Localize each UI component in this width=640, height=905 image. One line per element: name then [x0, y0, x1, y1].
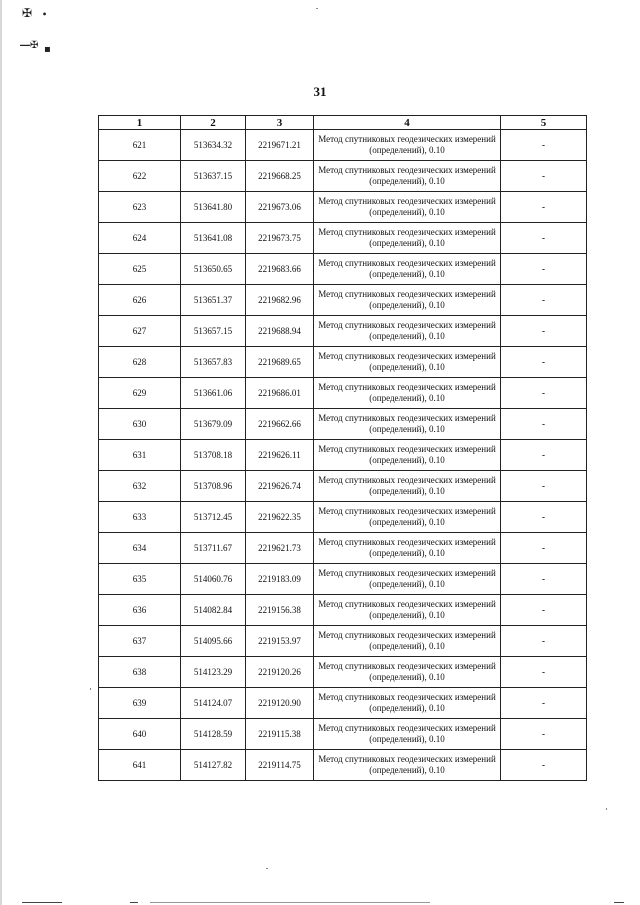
cell-x-coordinate: 514060.76 — [181, 564, 246, 595]
cell-y-coordinate: 2219622.35 — [246, 502, 314, 533]
cell-description: - — [501, 161, 587, 192]
cell-method: Метод спутниковых геодезических измерений (определений), 0.10 — [314, 440, 501, 471]
cell-description: - — [501, 254, 587, 285]
table-row — [99, 595, 587, 626]
table-row — [99, 688, 587, 719]
cell-point-number: 640 — [99, 719, 181, 750]
cell-method: Метод спутниковых геодезических измерений (определений), 0.10 — [314, 564, 501, 595]
cell-point-number: 625 — [99, 254, 181, 285]
cell-description: - — [501, 347, 587, 378]
footer-line — [614, 902, 624, 903]
cell-point-number: 621 — [99, 130, 181, 161]
column-header-y-coordinate: 3 — [246, 116, 314, 130]
cell-method: Метод спутниковых геодезических измерений (определений), 0.10 — [314, 688, 501, 719]
cell-point-number: 629 — [99, 378, 181, 409]
cell-x-coordinate: 513679.09 — [181, 409, 246, 440]
cell-x-coordinate: 514082.84 — [181, 595, 246, 626]
cell-description: - — [501, 750, 587, 781]
cell-y-coordinate: 2219183.09 — [246, 564, 314, 595]
cell-description: - — [501, 719, 587, 750]
table-row — [99, 378, 587, 409]
cell-method: Метод спутниковых геодезических измерений (определений), 0.10 — [314, 254, 501, 285]
footer-line — [130, 902, 138, 903]
scan-artifact-mark: ―✠ — [20, 40, 39, 51]
table-row — [99, 533, 587, 564]
cell-description: - — [501, 285, 587, 316]
cell-method: Метод спутниковых геодезических измерений (определений), 0.10 — [314, 378, 501, 409]
cell-x-coordinate: 513657.83 — [181, 347, 246, 378]
cell-point-number: 627 — [99, 316, 181, 347]
cell-method: Метод спутниковых геодезических измерений (определений), 0.10 — [314, 316, 501, 347]
cell-x-coordinate: 513641.80 — [181, 192, 246, 223]
cell-point-number: 637 — [99, 626, 181, 657]
cell-x-coordinate: 514128.59 — [181, 719, 246, 750]
cell-point-number: 624 — [99, 223, 181, 254]
cell-x-coordinate: 514127.82 — [181, 750, 246, 781]
cell-method: Метод спутниковых геодезических измерений (определений), 0.10 — [314, 750, 501, 781]
table-row — [99, 626, 587, 657]
cell-x-coordinate: 513661.06 — [181, 378, 246, 409]
cell-description: - — [501, 316, 587, 347]
cell-point-number: 622 — [99, 161, 181, 192]
table-row — [99, 440, 587, 471]
cell-description: - — [501, 564, 587, 595]
cell-y-coordinate: 2219671.21 — [246, 130, 314, 161]
cell-description: - — [501, 471, 587, 502]
cell-point-number: 641 — [99, 750, 181, 781]
column-header-description: 5 — [501, 116, 587, 130]
cell-description: - — [501, 688, 587, 719]
cell-point-number: 634 — [99, 533, 181, 564]
cell-point-number: 631 — [99, 440, 181, 471]
cell-x-coordinate: 513650.65 — [181, 254, 246, 285]
cell-point-number: 638 — [99, 657, 181, 688]
cell-method: Метод спутниковых геодезических измерений (определений), 0.10 — [314, 719, 501, 750]
scan-speck — [266, 868, 268, 869]
cell-point-number: 626 — [99, 285, 181, 316]
column-header-point-number: 1 — [99, 116, 181, 130]
cell-x-coordinate: 514095.66 — [181, 626, 246, 657]
cell-description: - — [501, 378, 587, 409]
cell-point-number: 630 — [99, 409, 181, 440]
table-row — [99, 254, 587, 285]
table-row — [99, 223, 587, 254]
scan-artifact-dot: • — [42, 10, 48, 19]
cell-point-number: 636 — [99, 595, 181, 626]
cell-description: - — [501, 130, 587, 161]
cell-y-coordinate: 2219626.74 — [246, 471, 314, 502]
cell-y-coordinate: 2219120.90 — [246, 688, 314, 719]
scan-speck — [90, 688, 91, 690]
cell-point-number: 632 — [99, 471, 181, 502]
coordinates-table — [98, 115, 587, 781]
cell-y-coordinate: 2219662.66 — [246, 409, 314, 440]
cell-y-coordinate: 2219626.11 — [246, 440, 314, 471]
cell-description: - — [501, 502, 587, 533]
cell-y-coordinate: 2219115.38 — [246, 719, 314, 750]
table-row — [99, 750, 587, 781]
column-header-x-coordinate: 2 — [181, 116, 246, 130]
cell-method: Метод спутниковых геодезических измерений (определений), 0.10 — [314, 595, 501, 626]
scan-speck — [316, 8, 318, 9]
cell-y-coordinate: 2219689.65 — [246, 347, 314, 378]
cell-y-coordinate: 2219673.06 — [246, 192, 314, 223]
cell-method: Метод спутниковых геодезических измерений (определений), 0.10 — [314, 130, 501, 161]
column-header-method: 4 — [314, 116, 501, 130]
cell-method: Метод спутниковых геодезических измерений (определений), 0.10 — [314, 657, 501, 688]
cell-y-coordinate: 2219120.26 — [246, 657, 314, 688]
cell-description: - — [501, 595, 587, 626]
cell-y-coordinate: 2219153.97 — [246, 626, 314, 657]
table-row — [99, 316, 587, 347]
cell-y-coordinate: 2219114.75 — [246, 750, 314, 781]
cell-x-coordinate: 513641.08 — [181, 223, 246, 254]
table-header-row — [99, 116, 587, 130]
cell-y-coordinate: 2219682.96 — [246, 285, 314, 316]
cell-point-number: 635 — [99, 564, 181, 595]
cell-y-coordinate: 2219156.38 — [246, 595, 314, 626]
cell-point-number: 633 — [99, 502, 181, 533]
cell-description: - — [501, 626, 587, 657]
cell-description: - — [501, 440, 587, 471]
cell-y-coordinate: 2219688.94 — [246, 316, 314, 347]
scan-artifact-mark: ✠ — [22, 6, 33, 20]
cell-method: Метод спутниковых геодезических измерений (определений), 0.10 — [314, 285, 501, 316]
cell-method: Метод спутниковых геодезических измерений (определений), 0.10 — [314, 626, 501, 657]
cell-x-coordinate: 513634.32 — [181, 130, 246, 161]
page-number: 31 — [313, 84, 327, 99]
table-row — [99, 285, 587, 316]
cell-point-number: 623 — [99, 192, 181, 223]
cell-x-coordinate: 513651.37 — [181, 285, 246, 316]
cell-x-coordinate: 514124.07 — [181, 688, 246, 719]
table-row — [99, 502, 587, 533]
cell-x-coordinate: 514123.29 — [181, 657, 246, 688]
cell-description: - — [501, 409, 587, 440]
footer-line — [150, 902, 430, 903]
cell-x-coordinate: 513657.15 — [181, 316, 246, 347]
cell-method: Метод спутниковых геодезических измерений (определений), 0.10 — [314, 471, 501, 502]
cell-x-coordinate: 513708.18 — [181, 440, 246, 471]
cell-y-coordinate: 2219686.01 — [246, 378, 314, 409]
footer-line — [22, 902, 62, 903]
cell-description: - — [501, 657, 587, 688]
cell-description: - — [501, 223, 587, 254]
table-body — [99, 130, 587, 781]
cell-method: Метод спутниковых геодезических измерений (определений), 0.10 — [314, 223, 501, 254]
cell-y-coordinate: 2219621.73 — [246, 533, 314, 564]
cell-method: Метод спутниковых геодезических измерений (определений), 0.10 — [314, 533, 501, 564]
cell-description: - — [501, 192, 587, 223]
cell-x-coordinate: 513711.67 — [181, 533, 246, 564]
cell-y-coordinate: 2219673.75 — [246, 223, 314, 254]
cell-x-coordinate: 513708.96 — [181, 471, 246, 502]
cell-x-coordinate: 513712.45 — [181, 502, 246, 533]
cell-method: Метод спутниковых геодезических измерений (определений), 0.10 — [314, 502, 501, 533]
table-row — [99, 192, 587, 223]
cell-method: Метод спутниковых геодезических измерений (определений), 0.10 — [314, 347, 501, 378]
cell-point-number: 639 — [99, 688, 181, 719]
table-row — [99, 347, 587, 378]
scan-artifact-dot: ▪ — [44, 44, 51, 55]
table-row — [99, 161, 587, 192]
cell-y-coordinate: 2219683.66 — [246, 254, 314, 285]
cell-x-coordinate: 513637.15 — [181, 161, 246, 192]
table-row — [99, 657, 587, 688]
scan-speck — [606, 808, 607, 810]
cell-method: Метод спутниковых геодезических измерений (определений), 0.10 — [314, 161, 501, 192]
table-row — [99, 130, 587, 161]
cell-y-coordinate: 2219668.25 — [246, 161, 314, 192]
scan-left-edge — [0, 0, 2, 905]
cell-method: Метод спутниковых геодезических измерений (определений), 0.10 — [314, 192, 501, 223]
cell-method: Метод спутниковых геодезических измерений (определений), 0.10 — [314, 409, 501, 440]
cell-point-number: 628 — [99, 347, 181, 378]
table-row — [99, 719, 587, 750]
table-row — [99, 564, 587, 595]
table-row — [99, 409, 587, 440]
cell-description: - — [501, 533, 587, 564]
table-row — [99, 471, 587, 502]
